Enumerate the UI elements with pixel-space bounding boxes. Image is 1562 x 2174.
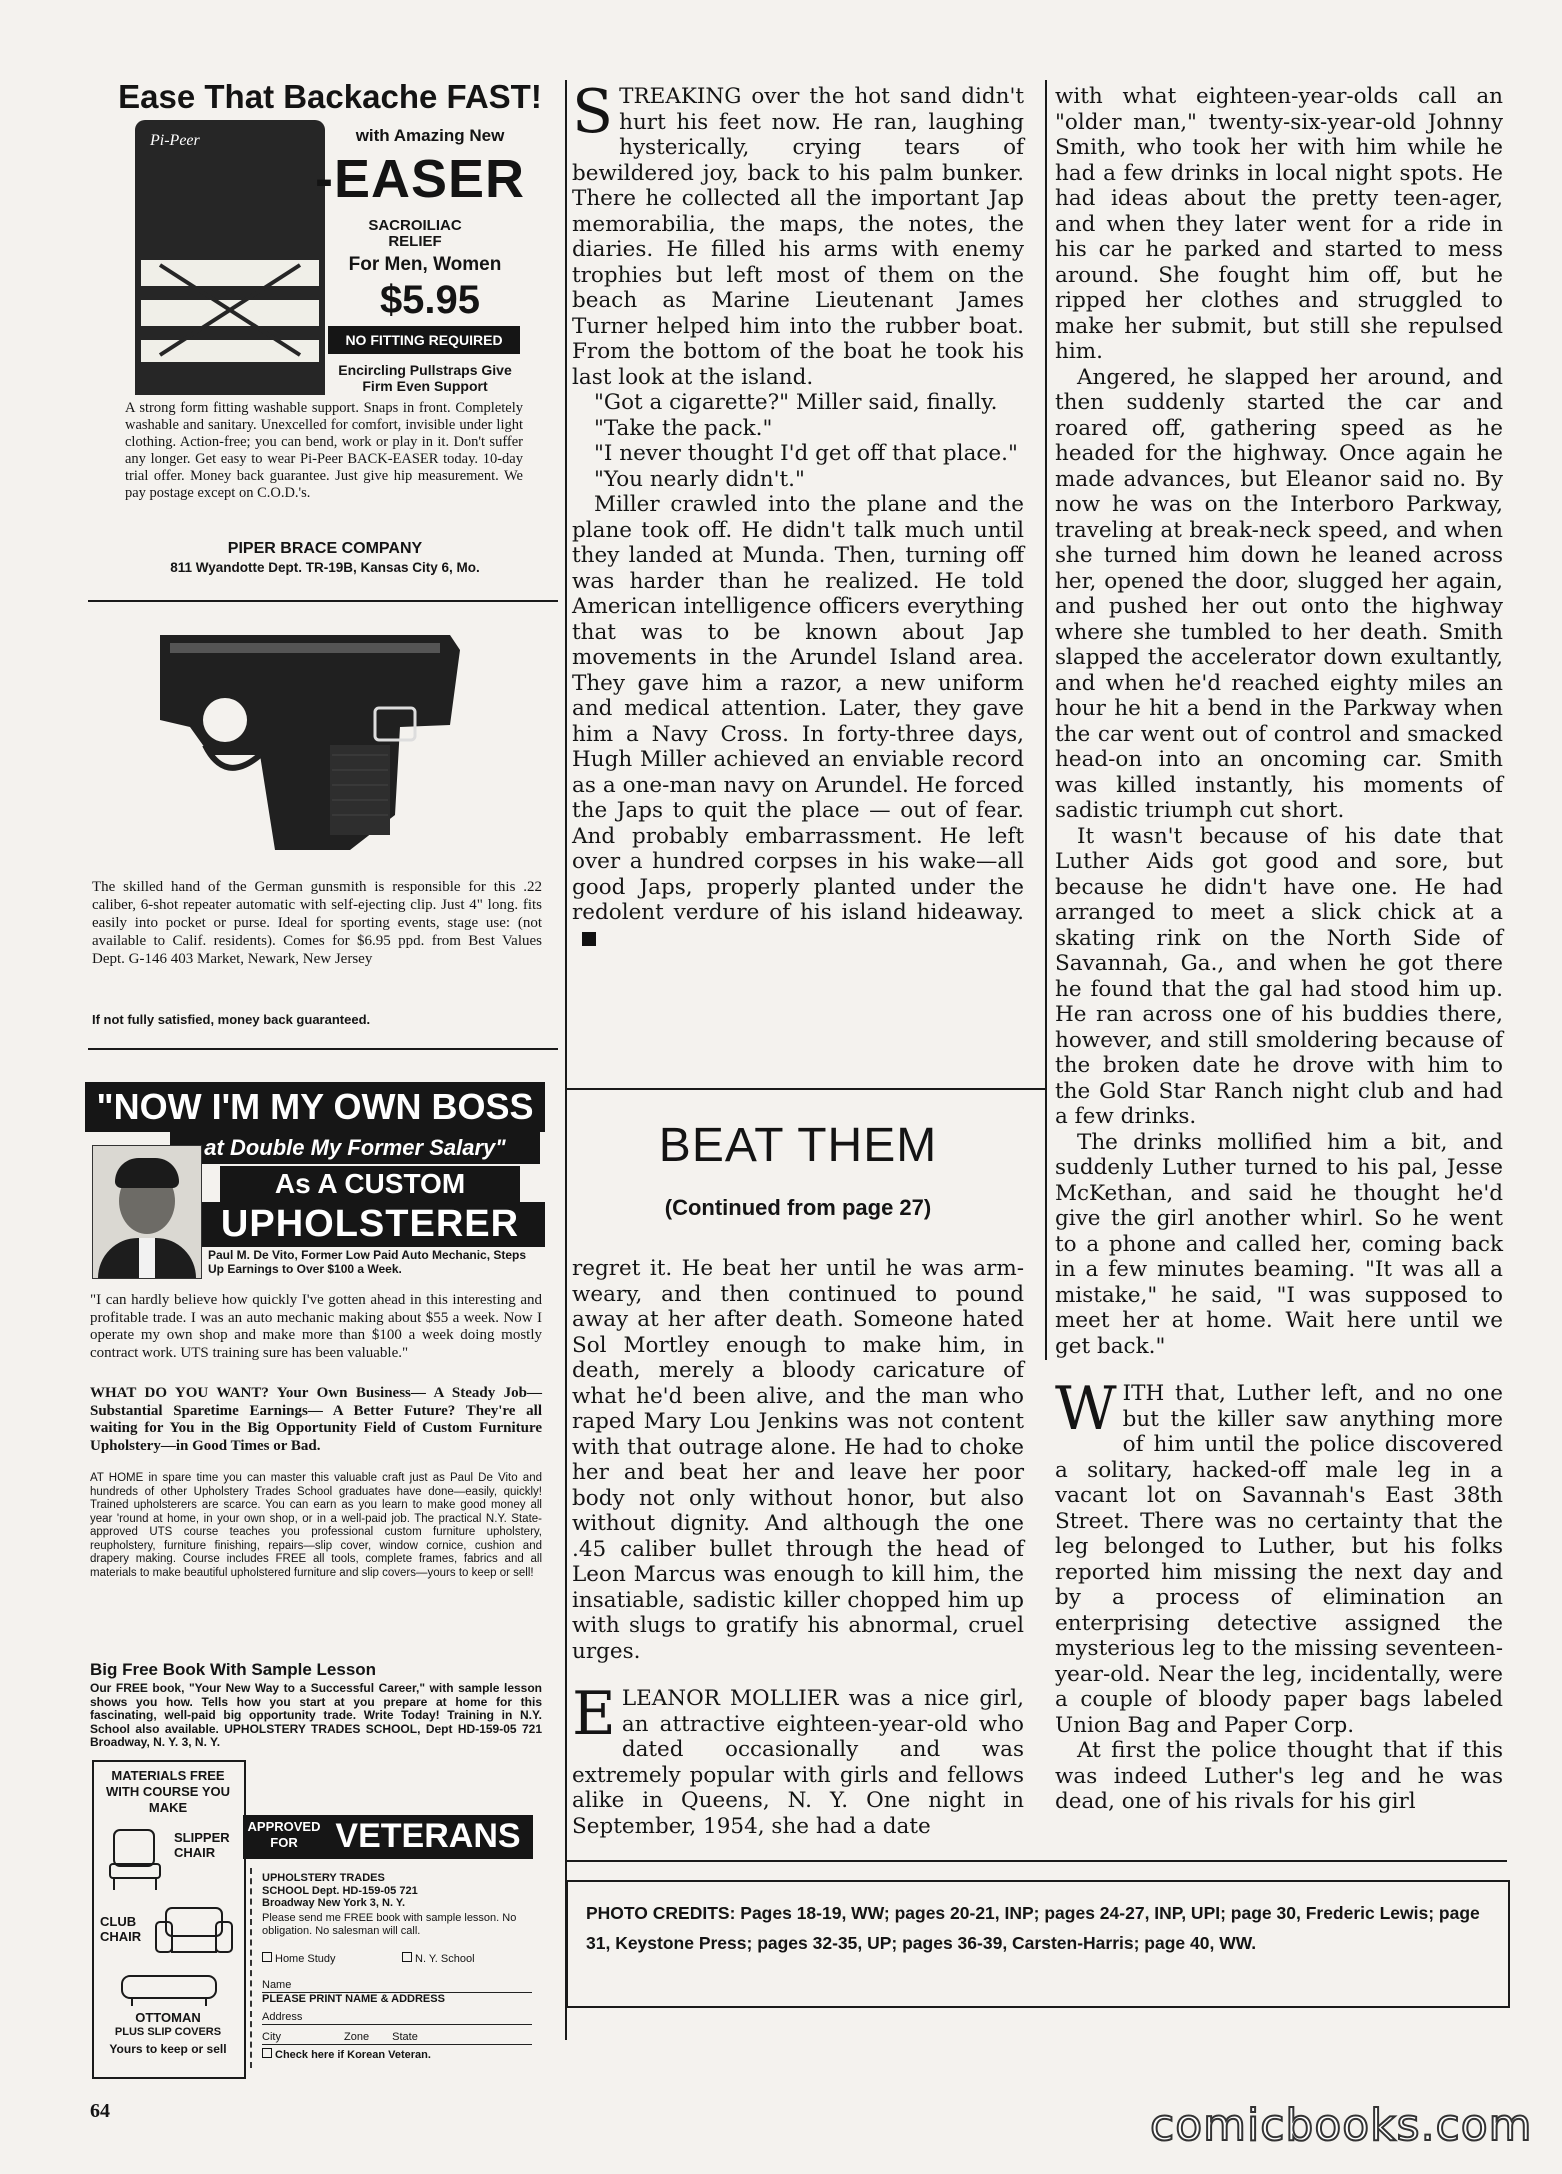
ad-body: A strong form fitting washable support. Snaps in front. Completely washable and sanitary. Unexcelled for comfort, invisible under light clothing. Action-free; you can bend, work or play in it. Don't suffer any longer. Get easy to wear Pi-Peer BACK-EASER today. 10-day trial offer. Money back guarantee. Just give hip measurement. We pay postage except on C.O.D.'s.	[125, 400, 523, 501]
product-name: -EASER	[314, 149, 526, 209]
state-label: State	[392, 2031, 418, 2043]
offer-text: Our FREE book, "Your New Way to a Successful Career," with sample lesson shows you how. Tells how you start at you prepare at home for this fascinating, well-paid big opportunity trade. Write Today! Training in N.Y. School also available. UPHOLSTERY TRADES SCHOOL, Dept HD-159-05 721 Broadway, N. Y. 3, N. Y.	[90, 1681, 542, 1749]
ad-divider-1	[88, 600, 558, 602]
article-paragraph: with what eighteen-year-olds call an "older man," twenty-six-year-old Johnny Smith, who took her with him while he had a few drinks in local night spots. He had ideas about the pretty teen-ager, and when they later went for a ride in his car he parked and started to mess around. She fought him off, but he ripped her clothes and struggled to make her submit, but still she repulsed him.	[1055, 84, 1503, 364]
plus-slip-covers: PLUS SLIP COVERS	[114, 2026, 222, 2038]
article-paragraph: LEANOR MOLLIER was a nice girl, an attractive eighteen-year-old who dated occasionally and was extremely popular with girls and fellows alike in Queens, N. Y. One night in September, 1954, she had a date	[572, 1686, 1024, 1839]
course-details: AT HOME in spare time you can master this valuable craft just as Paul De Vito and hundreds of other Upholstery Trades School graduates have done—easily, quickly! Trained upholsterers are scarce. You can earn as you learn to make good money all year 'round at home, in your own shop, or in a well-paid job. The practical N.Y. State-approved UTS course teaches you professional custom furniture upholstery, reupholstery, furniture finishing, repairs—slip cover, window cornice, cushion and drapery making. Course includes FREE all tools, complete frames, fabrics and all materials to make beautiful upholstered furniture and slip covers—yours to keep or sell!	[90, 1472, 542, 1579]
article-paragraph: Angered, he slapped her around, and then suddenly started the car and roared off, gathering speed as he headed for the highway. Once again he made advances, but Eleanor said no. By now he was on the Interboro Parkway, traveling at break-neck speed, and when she turned him down he leaned across her, opened the door, slugged her again, and pushed her out onto the highway where she tumbled to her death. Smith slapped the accelerator down exultantly, and when he'd reached eighty miles an hour he hit a bend in the Parkway when the car went out of control and smacked head-on into an oncoming car. Smith was killed instantly, his moments of sadistic triumph cut short.	[1055, 364, 1503, 823]
item-club-chair: CLUB CHAIR	[100, 1914, 142, 1944]
ad-divider-2	[88, 1048, 558, 1050]
brand-mark: Pi-Peer	[150, 132, 200, 149]
right-column-text	[1055, 84, 1503, 1815]
continued-note: (Continued from page 27)	[664, 1195, 932, 1220]
materials-heading: MATERIALS FREE WITH COURSE YOU MAKE	[106, 1768, 230, 1815]
item-ottoman: OTTOMAN	[135, 2010, 201, 2025]
pistol-ad-body: The skilled hand of the German gunsmith is responsible for this .22 caliber, 6-shot repeater automatic with self-ejecting clip. Just 4" long. fits easily into pocket or purse. Ideal for sporting events, stage use: (not available to Calif. residents). Comes for $6.95 ppd. from Best Values Dept. G-146 403 Market, Newark, New Jersey	[92, 879, 542, 967]
photo-credits: PHOTO CREDITS: Pages 18-19, WW; pages 20-21, INP; pages 24-27, INP, UPI; page 30, Frederic Lewis; page 31, Keystone Press; pages 32-35, UP; pages 36-39, Carsten-Harris; page 40, WW.	[586, 1903, 1480, 1953]
veterans-label: VETERANS	[335, 1817, 521, 1855]
pitch-text: WHAT DO YOU WANT? Your Own Business— A Steady Job—Substantial Sparetime Earnings— A Better Future? They're all waiting for You in the Big Opportunity Field of Custom Furniture Upholstery—in Good Times or Bad.	[90, 1385, 542, 1454]
testimonial-photo	[92, 1145, 202, 1279]
drop-cap: E	[572, 1679, 616, 1749]
feature-text: Encircling Pullstraps Give Firm Even Support	[338, 362, 512, 394]
photo-credits-box	[566, 1880, 1510, 2008]
article-paragraph: ITH that, Luther left, and no one but the killer saw anything more of him until the police discovered a solitary, hacked-off male leg in a vacant lot on Savannah's East 38th Street. There was no certainty that the leg belonged to Luther, but his folks reported him missing the next day and by a process of elimination an enterprising detective assigned the mysterious leg to the missing seventeen-year-old. Near the leg, incidentally, were a couple of bloody paper bags labeled Union Bag and Paper Corp.	[1055, 1381, 1503, 1738]
drop-cap: W	[1055, 1374, 1117, 1444]
watermark: comicbooks.com	[1150, 2100, 1533, 2151]
upholstery-headline-2: at Double My Former Salary"	[170, 1132, 540, 1164]
name-label: Name	[262, 1979, 292, 1991]
home-study-label: Home Study	[275, 1953, 336, 1965]
upholstery-headline-4: UPHOLSTERER	[195, 1202, 545, 1247]
footer-divider	[567, 1860, 1507, 1862]
coupon-school: UPHOLSTERY TRADES SCHOOL Dept. HD-159-05 721 Broadway New York 3, N. Y.	[262, 1872, 418, 1909]
keep-or-sell: Yours to keep or sell	[109, 2042, 227, 2056]
item-slipper-chair: SLIPPER CHAIR	[174, 1830, 230, 1860]
testimonial-text: "I can hardly believe how quickly I've gotten ahead in this interesting and profitable trade. I was an auto mechanic making about $55 a week. Now I operate my own shop and make more than $100 a week doing mostly contract work. UTS training sure has been valuable."	[90, 1292, 542, 1361]
korean-veteran-label: Check here if Korean Veteran.	[275, 2049, 431, 2061]
coupon-request: Please send me FREE book with sample lesson. No obligation. No salesman will call.	[262, 1912, 517, 1937]
veterans-badge	[243, 1815, 533, 1859]
coupon-name-field[interactable]	[262, 1978, 532, 1993]
slipper-chair-icon	[104, 1822, 172, 1892]
section-divider	[567, 1088, 1045, 1090]
pistol-illustration	[150, 615, 480, 860]
article-title: BEAT THEM	[658, 1119, 938, 1172]
no-fitting-badge: NO FITTING REQUIRED	[328, 326, 520, 354]
story-paragraph: "Take the pack."	[594, 415, 773, 441]
story-paragraph: "Got a cigarette?" Miller said, finally.	[594, 390, 998, 415]
pistol-guarantee: If not fully satisfied, money back guaranteed.	[92, 1012, 371, 1027]
audience: For Men, Women	[348, 254, 502, 275]
story-text: Miller crawled into the plane and the plane took off. He didn't talk much until they landed at Munda. Then, turning off was harder than he realized. He told American intelligence officers everything that was to be known about Jap movements in the Arundel Island area. They gave him a razor, a new uniform and medical attention. Later, they gave him a Navy Cross. In forty-three days, Hugh Miller achieved an enviable record as a one-man navy on Arundel. He forced the Japs to quit the place — out of fear. And probably embarrassment. He left over a hundred corpses in his wake—all good Japs, properly planted under the redolent verdure of his island hideaway.	[572, 492, 1024, 925]
coupon-address-field[interactable]	[262, 2010, 532, 2025]
company-name: PIPER BRACE COMPANY	[227, 540, 423, 557]
coupon-print-note: PLEASE PRINT NAME & ADDRESS	[262, 1993, 445, 2005]
checkbox-home-study[interactable]	[262, 1952, 336, 1966]
veterans-approved: APPROVED FOR	[247, 1819, 321, 1850]
company-address: 811 Wyandotte Dept. TR-19B, Kansas City 6, Mo.	[170, 560, 480, 575]
beat-them-text	[572, 1256, 1024, 1839]
ny-school-label: N. Y. School	[415, 1953, 475, 1965]
page-number: 64	[90, 2100, 110, 2122]
article-paragraph: At first the police thought that if this was indeed Luther's leg and he was dead, one of his rivals for his girl	[1055, 1738, 1503, 1814]
support-garment-illustration	[135, 120, 325, 390]
story-paragraph: TREAKING over the hot sand didn't hurt his feet now. He ran, laughing hysterically, crying tears of bewildered joy, back to his palm bunker. There he collected all the important Jap memorabilia, the maps, the notes, the diaries. He filled his arms with enemy trophies but left most of them on the beach as Marine Lieutenant James Turner helped him into the rubber boat. From the bottom of the boat he took his last look at the island.	[572, 84, 1024, 390]
address-label: Address	[262, 2011, 303, 2023]
article-paragraph: The drinks mollified him a bit, and suddenly Luther turned to his pal, Jesse McKethan, and said he thought he'd give the girl another whirl. So he went to a phone and called her, coming back in a few minutes beaming. "It was all a mistake," he said, "I was supposed to meet her at home. Wait here until we get back."	[1055, 1129, 1503, 1359]
zone-label: Zone	[344, 2031, 370, 2043]
story-paragraph: "I never thought I'd get off that place."	[594, 441, 1018, 466]
article-paragraph: regret it. He beat her until he was arm-weary, and then continued to pound away at her after death. Someone hated Sol Mortley enough to make him, in death, merely a bloody caricature of what he'd been alive, and the man who raped Mary Lou Jenkins was not content with that outrage alone. He had to choke her and beat her and leave her poor body not only without honor, but also without dignity. And although the one .45 caliber bullet through the head of Leon Marcus was enough to kill him, the insatiable, sadistic killer chopped him up with slugs to gratify his abnormal, cruel urges.	[572, 1256, 1024, 1664]
ad-subhead: with Amazing New	[355, 126, 505, 145]
city-label: City	[262, 2031, 281, 2043]
coupon-city-field[interactable]	[262, 2030, 532, 2045]
end-mark	[582, 932, 596, 946]
upholstery-headline-3: As A CUSTOM	[220, 1166, 520, 1202]
checkbox-ny-school[interactable]	[402, 1952, 475, 1966]
checkbox-korean-veteran[interactable]	[262, 2048, 431, 2062]
ad-headline: Ease That Backache FAST!	[118, 78, 542, 115]
story-paragraph: "You nearly didn't."	[594, 466, 805, 492]
materials-box	[92, 1760, 246, 2079]
column-divider-left	[565, 80, 567, 2040]
column-divider-middle	[1045, 80, 1047, 1360]
upholstery-headline: "NOW I'M MY OWN BOSS	[85, 1082, 545, 1132]
benefit: SACROILIAC RELIEF	[368, 217, 462, 250]
story-continuation	[572, 77, 1024, 951]
story-paragraph	[572, 492, 1024, 951]
price: $5.95	[379, 278, 481, 322]
photo-caption: Paul M. De Vito, Former Low Paid Auto Mechanic, Steps Up Earnings to Over $100 a Week.	[208, 1248, 527, 1276]
offer-title: Big Free Book With Sample Lesson	[90, 1660, 377, 1679]
ottoman-icon	[114, 1970, 224, 2008]
article-paragraph: It wasn't because of his date that Luther Aids got good and sore, but because he didn't have one. He had arranged to meet a slick chick at a skating rink on the North Side of Savannah, Ga., and when he got there he found that the gal had stood him up. He ran across one of his buddies there, however, and still smoldering because of the broken date he drove with him to the Gold Star Ranch night club and had a few drinks.	[1055, 823, 1503, 1129]
club-chair-icon	[152, 1902, 238, 1962]
drop-cap: S	[572, 77, 614, 147]
coupon	[250, 1868, 544, 2068]
